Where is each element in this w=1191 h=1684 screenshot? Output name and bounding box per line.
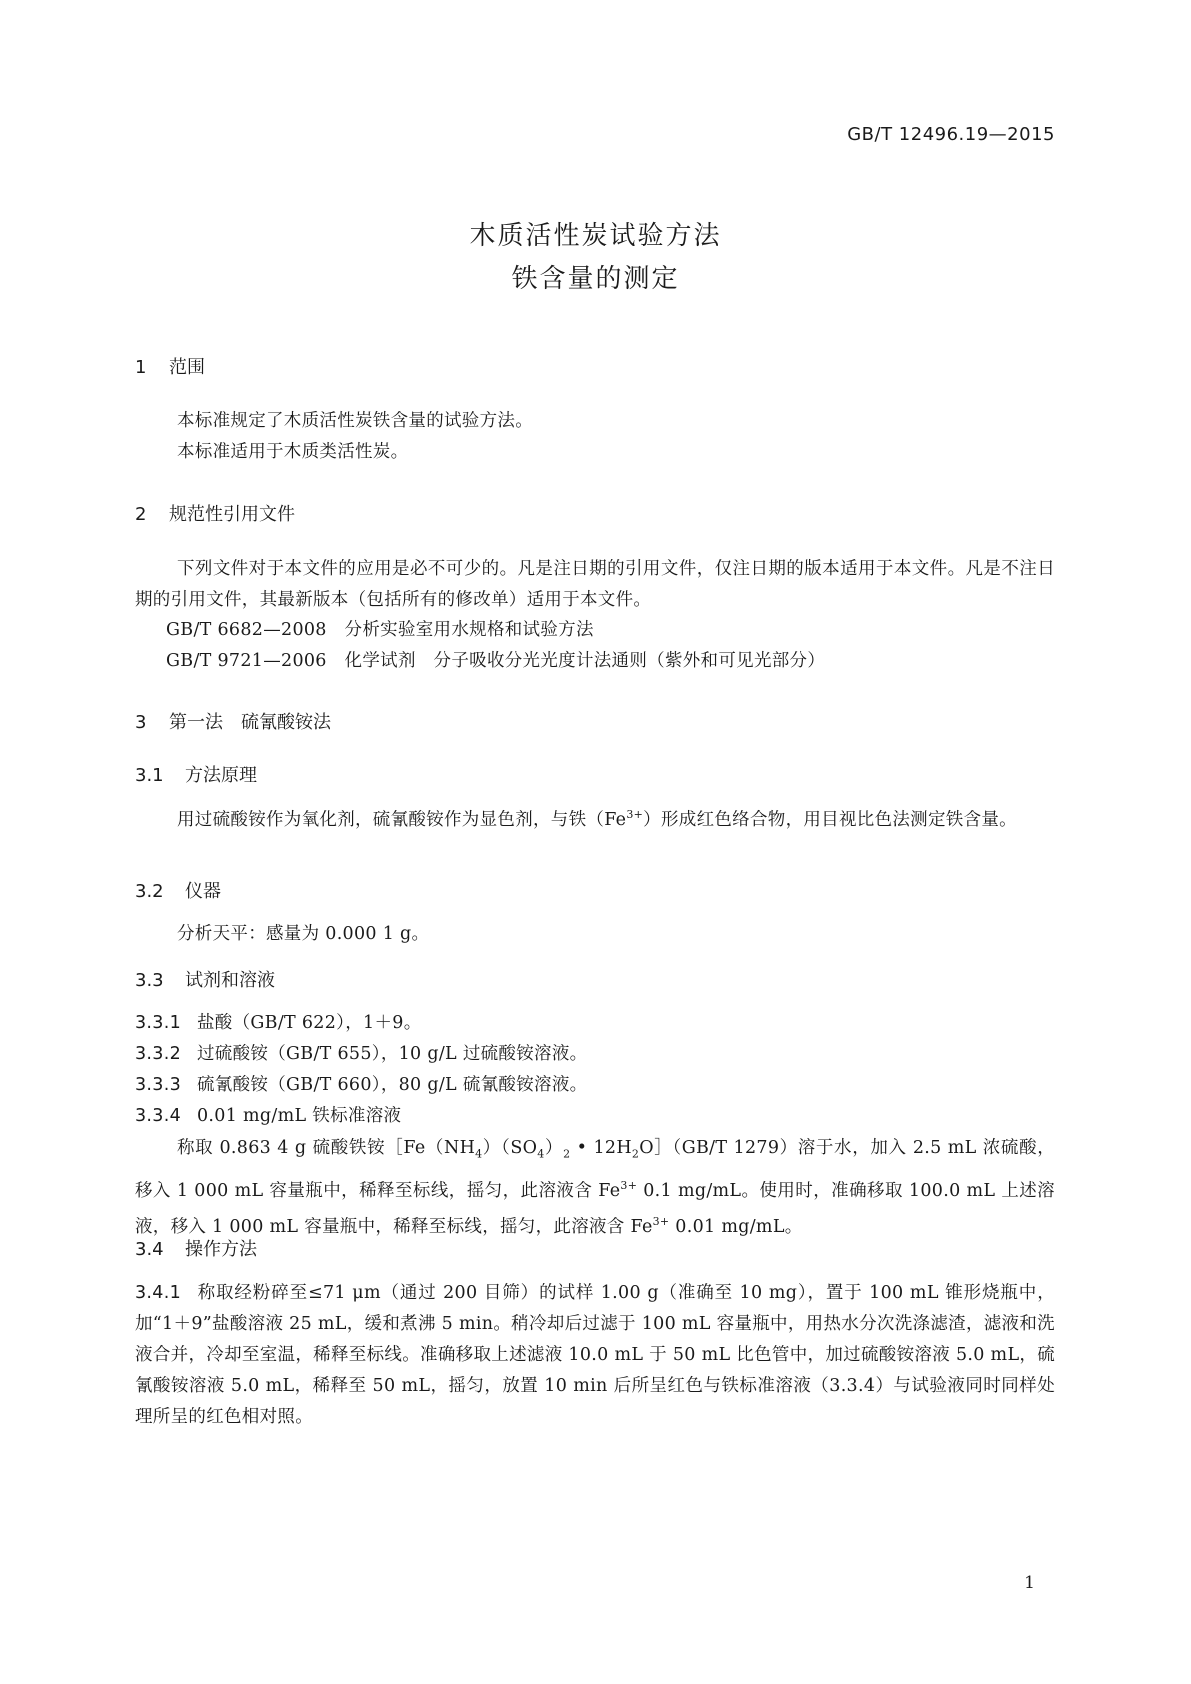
superscript: 3+ (620, 1178, 638, 1192)
section-title: 方法原理 (185, 765, 257, 786)
section-3-2-para: 分析天平：感量为 0.000 1 g。 (177, 924, 430, 944)
item-3-3-1 (135, 1009, 422, 1034)
text-run: 称取 0.863 4 g 硫酸铁铵［Fe（NH (177, 1138, 476, 1158)
item-text: 盐酸（GB/T 622），1＋9。 (197, 1013, 422, 1033)
section-number: 3 (135, 712, 147, 733)
item-text: 硫氰酸铵（GB/T 660），80 g/L 硫氰酸铵溶液。 (197, 1075, 588, 1095)
doc-title-line2: 铁含量的测定 (511, 264, 680, 294)
text-run: ）（SO (482, 1138, 538, 1158)
section-1-para-2: 本标准适用于木质类活性炭。 (177, 442, 409, 462)
section-3-2-heading (135, 877, 221, 903)
item-3-3-4-para (135, 1133, 1055, 1243)
item-3-4-1-para (135, 1278, 1055, 1433)
reference-2: GB/T 9721—2006 化学试剂 分子吸收分光光度计法通则（紫外和可见光部分） (166, 651, 826, 671)
text-run: 用过硫酸铵作为氧化剂，硫氰酸铵作为显色剂，与铁（Fe (177, 809, 627, 830)
section-title: 规范性引用文件 (169, 504, 295, 525)
section-number: 2 (135, 504, 147, 525)
section-title: 操作方法 (185, 1239, 257, 1260)
section-title: 第一法 硫氰酸铵法 (169, 712, 331, 733)
section-2-heading (135, 500, 295, 526)
reference-1: GB/T 6682—2008 分析实验室用水规格和试验方法 (166, 620, 594, 640)
item-3-3-4 (135, 1102, 401, 1127)
text-run: • 12H (570, 1138, 632, 1158)
item-number: 3.4.1 (135, 1283, 182, 1303)
text-run: ） (544, 1138, 564, 1158)
subscript: 4 (475, 1147, 483, 1161)
section-1-para-1: 本标准规定了木质活性炭铁含量的试验方法。 (177, 411, 533, 431)
section-number: 3.3 (135, 970, 164, 991)
subscript: 2 (631, 1147, 640, 1161)
text-run: O］（GB/T 1279）溶于水，加入 2.5 mL 浓硫酸，移入 1 000 mL 容量瓶中，稀释至标线，摇匀，此溶液含 Fe (135, 1138, 1056, 1201)
section-2-para-1: 下列文件对于本文件的应用是必不可少的。凡是注日期的引用文件，仅注日期的版本适用于本文件。凡是不注日期的引用文件，其最新版本（包括所有的修改单）适用于本文件。 (135, 559, 1055, 610)
section-number: 3.4 (135, 1239, 164, 1260)
subscript: 4 (537, 1147, 545, 1161)
superscript: 3+ (626, 808, 644, 821)
section-number: 3.2 (135, 881, 164, 902)
item-text: 称取经粉碎至≤71 μm（通过 200 目筛）的试样 1.00 g（准确至 10 mg），置于 100 mL 锥形烧瓶中，加“1＋9”盐酸溶液 25 mL，缓和煮沸 5 min。稍冷却后过滤于 100 mL 容量瓶中，用热水分次洗涤滤渣，滤液和洗液合并，冷却至室温，稀释至标线。准确移取上述滤液 10.0 mL 于 50 mL 比色管中，加过硫酸铵溶液 5.0 mL，硫氰酸铵溶液 5.0 mL，稀释至 50 mL，摇匀，放置 10 min 后所呈红色与铁标准溶液（3.3.4）与试验液同时同样处理所呈的红色相对照。 (135, 1283, 1055, 1427)
item-number: 3.3.1 (135, 1013, 182, 1033)
section-number: 3.1 (135, 765, 164, 786)
item-text: 过硫酸铵（GB/T 655），10 g/L 过硫酸铵溶液。 (197, 1044, 588, 1064)
superscript: 3+ (652, 1215, 670, 1229)
section-3-3-heading (135, 966, 275, 992)
page-number: 1 (1024, 1573, 1035, 1593)
standard-code: GB/T 12496.19—2015 (847, 124, 1055, 145)
section-title: 仪器 (185, 881, 221, 902)
section-3-1-para (135, 799, 1055, 836)
text-run: 0.01 mg/mL。 (669, 1217, 803, 1238)
item-number: 3.3.2 (135, 1044, 182, 1064)
section-1-heading (135, 353, 205, 379)
item-number: 3.3.3 (135, 1075, 182, 1095)
section-3-heading (135, 708, 331, 734)
section-title: 范围 (169, 357, 205, 378)
text-run: ）形成红色络合物，用目视比色法测定铁含量。 (643, 809, 1017, 830)
text-run: 0.1 mg/mL。使用时，准确移取 100.0 mL 上述溶液，移入 1 000 mL 容量瓶中，稀释至标线，摇匀，此溶液含 Fe (135, 1180, 1055, 1238)
doc-title-line1: 木质活性炭试验方法 (469, 221, 722, 251)
item-3-3-2 (135, 1040, 587, 1065)
section-title: 试剂和溶液 (185, 970, 275, 991)
item-text: 0.01 mg/mL 铁标准溶液 (197, 1106, 402, 1126)
subscript: 2 (563, 1147, 571, 1161)
item-number: 3.3.4 (135, 1106, 182, 1126)
item-3-3-3 (135, 1071, 587, 1096)
section-number: 1 (135, 357, 147, 378)
section-3-1-heading (135, 761, 257, 787)
section-3-4-heading (135, 1235, 257, 1261)
